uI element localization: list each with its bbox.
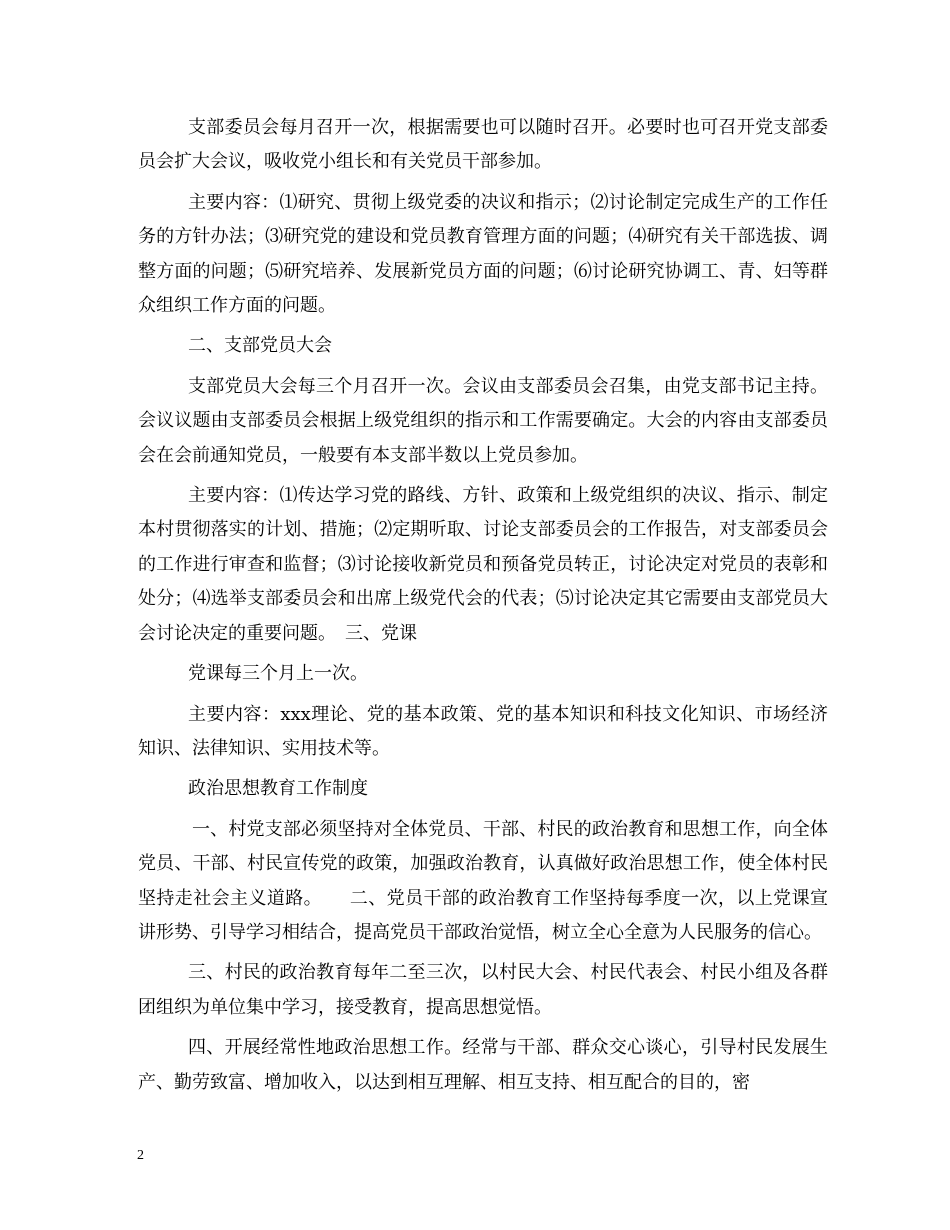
paragraph-party-lecture-content: 主要内容：xxx理论、党的基本政策、党的基本知识和科技文化知识、市场经济知识、法律知识、实用技术等。 [138,703,828,759]
paragraph-party-lecture-frequency: 党课每三个月上一次。 [188,663,368,685]
paragraph-assembly-content: 主要内容：⑴传达学习党的路线、方针、政策和上级党组织的决议、指示、制定本村贯彻落实的计划、措施；⑵定期听取、讨论支部委员会的工作报告，对支部委员会的工作进行审查和监督；⑶讨论接收新党员和预备党员转正，讨论决定对党员的表彰和处分；⑷选举支部委员会和出席上级党代会的代表；⑸讨论决定其它需要由支部党员大会讨论决定的重要问题。 三、党课 [138,485,828,644]
paragraph-committee-content: 主要内容：⑴研究、贯彻上级党委的决议和指示；⑵讨论制定完成生产的工作任务的方针办法；⑶研究党的建设和党员教育管理方面的问题；⑷研究有关干部选拔、调整方面的问题；⑸研究培养、发展新党员方面的问题；⑹讨论研究协调工、青、妇等群众组织工作方面的问题。 [138,191,828,317]
paragraph-education-item-4: 四、开展经常性地政治思想工作。经常与干部、群众交心谈心，引导村民发展生产、勤劳致富、增加收入，以达到相互理解、相互支持、相互配合的目的，密 [138,1037,828,1093]
paragraph-education-item-3: 三、村民的政治教育每年二至三次，以村民大会、村民代表会、村民小组及各群团组织为单位集中学习，接受教育，提高思想觉悟。 [138,962,828,1018]
document-body [138,111,828,1106]
paragraph-education-items-1-2: 一、村党支部必须坚持对全体党员、干部、村民的政治教育和思想工作，向全体党员、干部、村民宣传党的政策，加强政治教育，认真做好政治思想工作，使全体村民坚持走社会主义道路。 二、党员干部的政治教育工作坚持每季度一次，以上党课宣讲形势、引导学习相结合，提高党员干部政治觉悟，树立全心全意为人民服务的信心。 [138,818,828,943]
paragraph-assembly-schedule: 支部党员大会每三个月召开一次。会议由支部委员会召集，由党支部书记主持。会议议题由支部委员会根据上级党组织的指示和工作需要确定。大会的内容由支部委员会在会前通知党员，一般要有本支部半数以上党员参加。 [138,375,828,466]
page-number: 2 [137,1148,144,1163]
heading-political-education-system: 政治思想教育工作制度 [188,778,368,800]
heading-party-member-assembly: 二、支部党员大会 [188,335,332,357]
paragraph-committee-meeting: 支部委员会每月召开一次，根据需要也可以随时召开。必要时也可召开党支部委员会扩大会议，吸收党小组长和有关党员干部参加。 [138,117,828,173]
